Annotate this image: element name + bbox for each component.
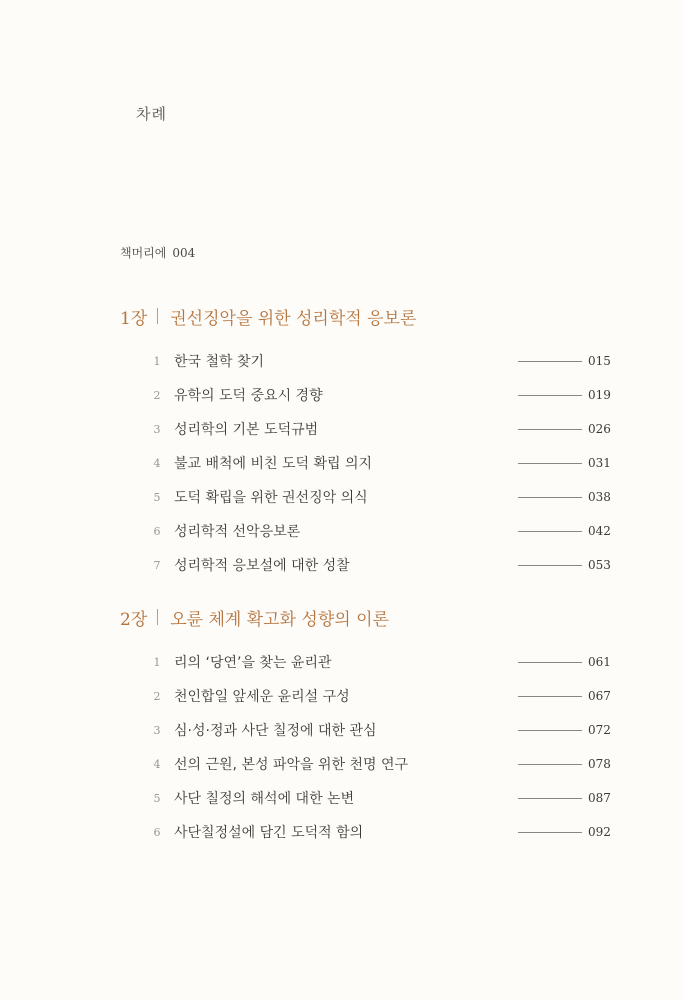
entry-title: 유학의 도덕 중요시 경향: [174, 388, 323, 404]
leader-line: [518, 429, 582, 430]
leader-line: [518, 497, 582, 498]
entry-page-number: 092: [588, 825, 611, 839]
entry-number: 4: [153, 757, 161, 771]
entry-title: 불교 배척에 비친 도덕 확립 의지: [174, 456, 373, 472]
entry-page-number: 061: [588, 655, 611, 669]
entry-page-number: 087: [588, 791, 611, 805]
entry-number: 2: [153, 388, 161, 402]
entry-page-number: 072: [588, 723, 611, 737]
entry-title: 사단 칠정의 해석에 대한 논변: [174, 791, 355, 807]
toc-entry[interactable]: [120, 378, 611, 412]
toc-entry[interactable]: [120, 344, 611, 378]
entry-title: 리의 ‘당연’을 찾는 윤리관: [174, 655, 332, 671]
entry-number: 2: [153, 689, 161, 703]
entry-number: 6: [153, 825, 161, 839]
leader-line: [518, 395, 582, 396]
leader-line: [518, 730, 582, 731]
page-title: 차례: [136, 105, 167, 123]
leader-line: [518, 463, 582, 464]
entry-title: 성리학적 선악응보론: [174, 524, 301, 540]
leader-line: [518, 565, 582, 566]
chapter-label: 1장: [120, 308, 148, 329]
chapter-title: 오륜 체계 확고화 성향의 이론: [170, 609, 389, 630]
toc-entry[interactable]: [120, 446, 611, 480]
entry-page-number: 042: [588, 524, 611, 538]
entry-number: 7: [153, 558, 161, 572]
chapter-divider: [157, 609, 158, 625]
toc-entry[interactable]: [120, 480, 611, 514]
entry-number: 1: [153, 354, 161, 368]
leader-line: [518, 696, 582, 697]
chapter-label: 2장: [120, 609, 148, 630]
toc-entry[interactable]: [120, 747, 611, 781]
chapter-divider: [157, 308, 158, 324]
entry-title: 사단칠정설에 담긴 도덕적 함의: [174, 825, 364, 841]
chapter-1-entries: [120, 344, 611, 582]
entry-number: 5: [153, 791, 161, 805]
entry-page-number: 019: [588, 388, 611, 402]
toc-entry[interactable]: [120, 645, 611, 679]
entry-page-number: 038: [588, 490, 611, 504]
toc-entry[interactable]: [120, 412, 611, 446]
chapter-title: 권선징악을 위한 성리학적 응보론: [170, 308, 417, 329]
toc-entry[interactable]: [120, 679, 611, 713]
entry-page-number: 031: [588, 456, 611, 470]
toc-entry[interactable]: [120, 548, 611, 582]
entry-number: 3: [153, 422, 161, 436]
entry-title: 천인합일 앞세운 윤리설 구성: [174, 689, 350, 705]
entry-page-number: 078: [588, 757, 611, 771]
preface-label: 책머리에: [120, 246, 167, 260]
chapter-2-heading[interactable]: [120, 603, 600, 631]
leader-line: [518, 798, 582, 799]
entry-title: 성리학적 응보설에 대한 성찰: [174, 558, 350, 574]
entry-title: 도덕 확립을 위한 권선징악 의식: [174, 490, 368, 506]
entry-title: 한국 철학 찾기: [174, 354, 265, 370]
chapter-2-entries: [120, 645, 611, 849]
leader-line: [518, 832, 582, 833]
entry-number: 3: [153, 723, 161, 737]
entry-page-number: 015: [588, 354, 611, 368]
leader-line: [518, 764, 582, 765]
entry-number: 5: [153, 490, 161, 504]
entry-title: 성리학의 기본 도덕규범: [174, 422, 319, 438]
entry-title: 선의 근원, 본성 파악을 위한 천명 연구: [174, 757, 409, 773]
leader-line: [518, 531, 582, 532]
chapter-1: [120, 302, 611, 582]
entry-number: 4: [153, 456, 161, 470]
toc-entry[interactable]: [120, 815, 611, 849]
chapter-2: [120, 603, 611, 849]
entry-title: 심·성·정과 사단 칠정에 대한 관심: [174, 723, 377, 739]
entry-page-number: 053: [588, 558, 611, 572]
preface-page-number: 004: [172, 246, 196, 260]
toc-entry[interactable]: [120, 514, 611, 548]
entry-page-number: 026: [588, 422, 611, 436]
toc-entry[interactable]: [120, 781, 611, 815]
entry-number: 1: [153, 655, 161, 669]
leader-line: [518, 662, 582, 663]
toc-entry[interactable]: [120, 713, 611, 747]
chapter-1-heading[interactable]: [120, 302, 600, 330]
entry-number: 6: [153, 524, 161, 538]
leader-line: [518, 361, 582, 362]
entry-page-number: 067: [588, 689, 611, 703]
preface-entry[interactable]: [120, 244, 195, 261]
